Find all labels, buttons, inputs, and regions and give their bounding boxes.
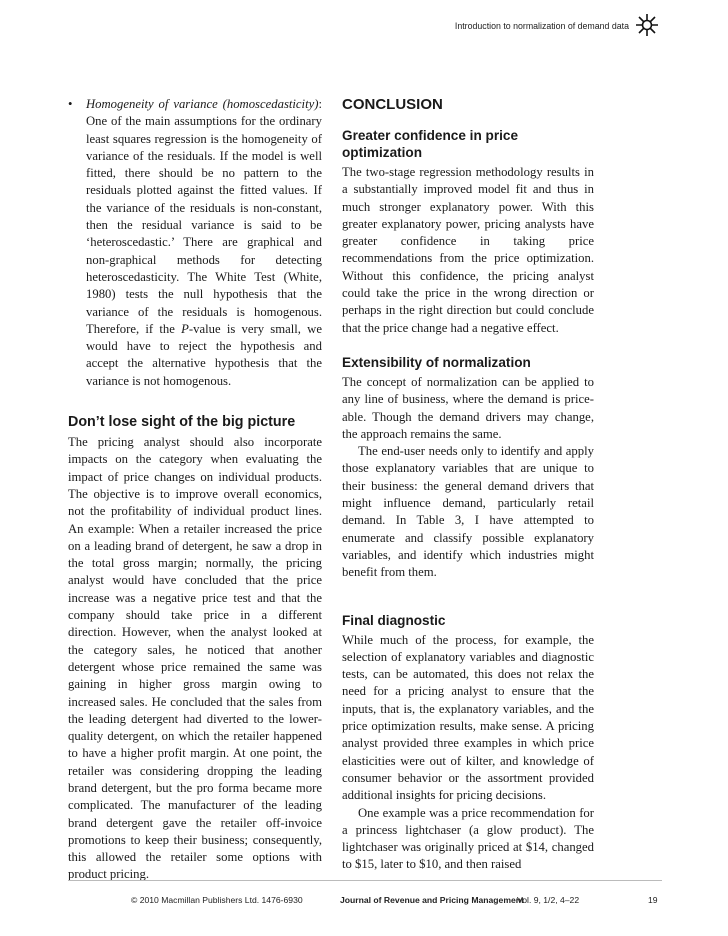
bullet-text-b: -value is very small, we would have to reject the hypothesis and accept the alternative hypothesis that the variance is not homogenous. bbox=[86, 321, 322, 388]
footer-rule bbox=[68, 880, 662, 881]
bullet-mark: • bbox=[68, 97, 73, 111]
publisher-logo-icon bbox=[635, 13, 659, 37]
running-header: Introduction to normalization of demand data bbox=[454, 21, 629, 31]
conclusion-heading: CONCLUSION bbox=[342, 96, 443, 113]
p-value-symbol: P bbox=[181, 321, 189, 336]
footer-copyright: © 2010 Macmillan Publishers Ltd. 1476-6930 bbox=[131, 895, 303, 905]
big-picture-heading: Don’t lose sight of the big picture bbox=[68, 414, 296, 431]
greater-confidence-text: The two-stage regression methodology results in a substantially improved model fit and thus in much stronger explanatory power. With this greater explanatory power, pricing analysts have greater confidence in taking price recommendations from the price optimization. Without this confidence, the pricing analyst could take the price in the wrong direction or perhaps in the right direction but could conclude that the price change had a negative effect. bbox=[342, 165, 594, 335]
right-column bbox=[342, 96, 594, 874]
extensibility-text-2: The end-user needs only to identify and apply those explanatory variables that are unique to their business: the general demand drivers that might influence demand, particularly retail demand. In Table 3, I have attempted to enumerate and classify possible explanatory variables, and identify which industries might benefit from them. bbox=[342, 444, 594, 580]
bullet-item bbox=[68, 96, 322, 390]
extensibility-text-1: The concept of normalization can be applied to any line of business, where the demand is price-able. Though the demand drivers may change, the approach remains the same. bbox=[342, 374, 594, 441]
footer-journal: Journal of Revenue and Pricing Management bbox=[340, 895, 524, 905]
greater-confidence-heading: Greater confidence in price optimization bbox=[342, 128, 519, 160]
extensibility-heading: Extensibility of normalization bbox=[342, 354, 531, 370]
left-column bbox=[68, 96, 322, 884]
final-diagnostic-text-1: While much of the process, for example, the selection of explanatory variables and diagnostic tests, can be automated, this does not relax the need for a pricing analyst to ensure that the inputs, that is, the explanatory variables, and the price optimization results, make sense. A pricing analyst provided three examples in which price elasticities were out of kilter, and knowledge of consumer behavior or the assortment provided additional insights for pricing decisions. bbox=[342, 632, 594, 803]
bullet-lead: Homogeneity of variance (homoscedasticity) bbox=[86, 97, 319, 111]
big-picture-text: The pricing analyst should also incorporate impacts on the category when evaluating the impact of price changes on individual products. The objective is to improve overall economics, not the profitability of individual product lines. An example: When a retailer increased the price on a leading brand of detergent, he saw a drop in the total gross margin; normally, the pricing analyst would have concluded that the price increase was a negative price test and that the company should take price in a different direction. However, when the analyst looked at the category sales, he noticed that another detergent whose price remained the same was gaining in higher gross margin owing to increased sales. He concluded that the sales from the leading detergent had diverted to the lower-quality detergent, on which the retailer happened to have a higher profit margin. At one point, the retailer was considering dropping the leading brand detergent, but the pro forma became more complicated. The manufacturer of the leading brand detergent gave the retailer off-invoice promotions to keep their business; consequently, this allowed the retailer some options with product pricing. bbox=[68, 435, 322, 882]
bullet-text-a: : One of the main assumptions for the ordinary least squares regression is the homogeneity of variance of the residuals. If the model is well fitted, there should be no pattern to the residuals plotted against the fitted values. If the variance of the residuals is non-constant, then the residual variance is said to be ‘heteroscedastic.’ There are graphical and non-graphical methods for detecting heteroscedasticity. The White Test (White, 1980) tests the null hypothesis that the variance of the residuals is homogenous. Therefore, if the bbox=[86, 97, 322, 336]
final-diagnostic-heading: Final diagnostic bbox=[342, 612, 446, 628]
footer-page-number: 19 bbox=[648, 895, 658, 905]
footer-volume: Vol. 9, 1/2, 4–22 bbox=[517, 895, 580, 905]
final-diagnostic-text-2: One example was a price recommendation for a princess lightchaser (a glow product). The lightchaser was originally priced at $14, changed to $15, later to $10, and then raised bbox=[342, 805, 594, 872]
